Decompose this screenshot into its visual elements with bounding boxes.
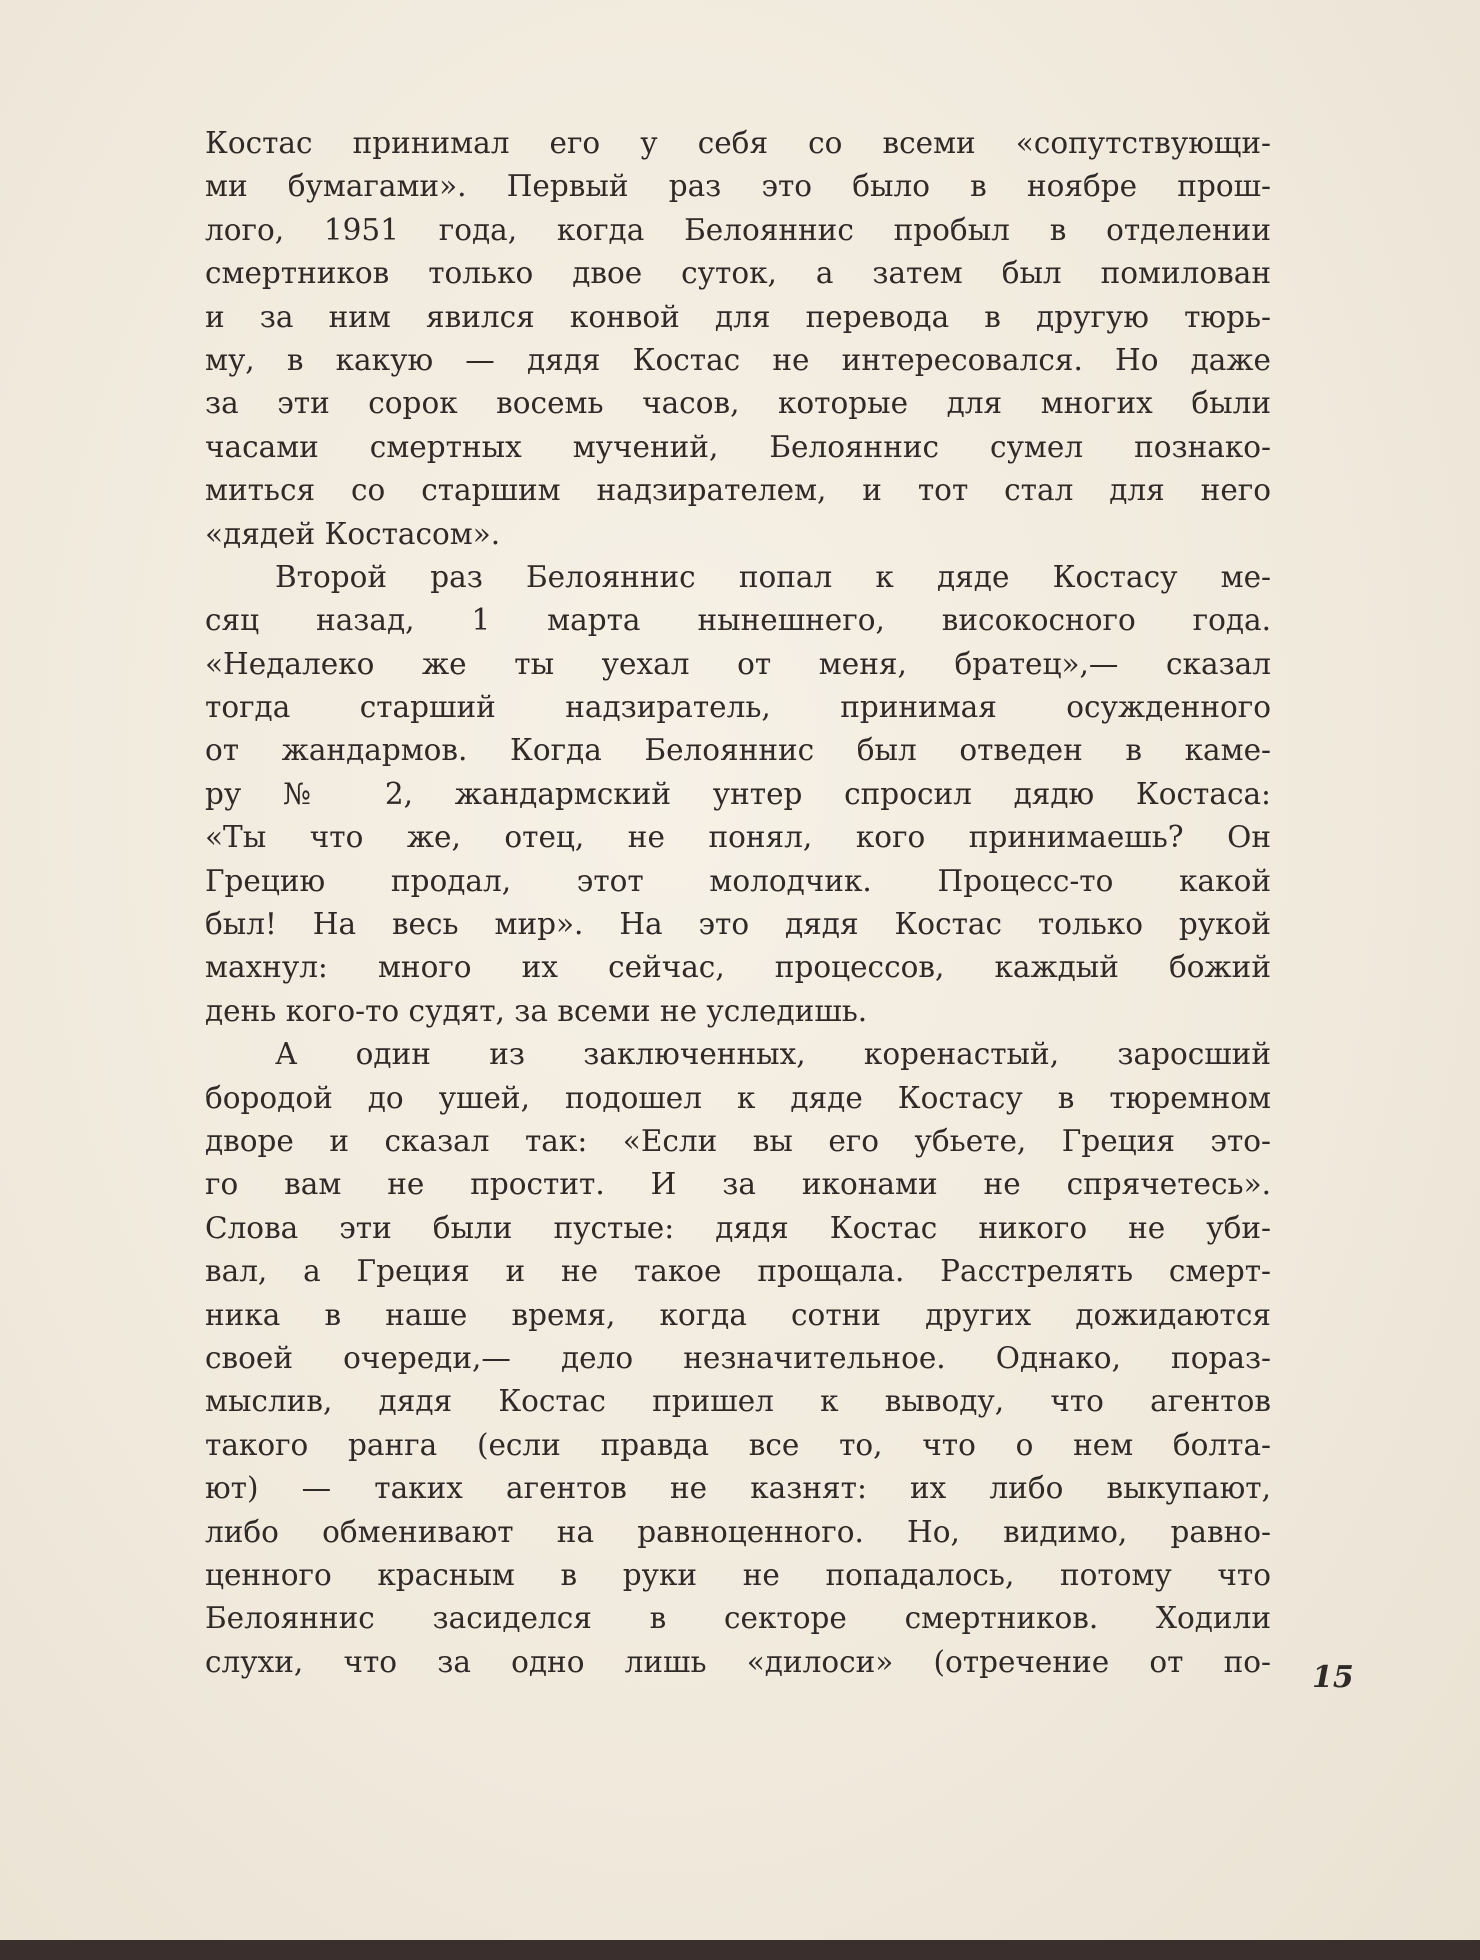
text-line: смертников только двое суток, а затем был помилован [205, 256, 1271, 291]
text-line: му, в какую — дядя Костас не интересовался. Но даже [205, 342, 1271, 377]
text-line: и за ним явился конвой для перевода в другую тюрь- [205, 299, 1271, 334]
text-line: Второй раз Белояннис попал к дяде Костасу ме- [275, 559, 1271, 594]
text-line: вал, а Греция и не такое прощала. Расстрелять смерт- [205, 1254, 1271, 1289]
text-line: от жандармов. Когда Белояннис был отведен в каме- [205, 733, 1271, 768]
text-line: был! На весь мир». На это дядя Костас только рукой [205, 907, 1271, 942]
text-line: дворе и сказал так: «Если вы его убьете, Греция это- [205, 1123, 1271, 1158]
text-line: день кого-то судят, за всеми не уследишь. [205, 993, 868, 1028]
text-line: слухи, что за одно лишь «дилоси» (отречение от по- [205, 1644, 1271, 1679]
text-line: сяц назад, 1 марта нынешнего, високосного года. [205, 603, 1271, 638]
text-line: бородой до ушей, подошел к дяде Костасу в тюремном [205, 1080, 1271, 1115]
text-line: «Недалеко же ты уехал от меня, братец»,— сказал [205, 646, 1271, 681]
page-bottom-edge [0, 1940, 1480, 1960]
text-line: А один из заключенных, коренастый, заросший [275, 1037, 1271, 1072]
text-line: Слова эти были пустые: дядя Костас никого не уби- [205, 1210, 1271, 1245]
text-line: ют) — таких агентов не казнят: их либо выкупают, [205, 1471, 1271, 1506]
text-line: ценного красным в руки не попадалось, потому что [205, 1557, 1271, 1592]
text-line: ми бумагами». Первый раз это было в ноябре прош- [205, 169, 1271, 204]
text-line: го вам не простит. И за иконами не спрячетесь». [205, 1167, 1271, 1202]
text-line: тогда старший надзиратель, принимая осужденного [205, 690, 1271, 725]
text-line: лого, 1951 года, когда Белояннис пробыл в отделении [205, 212, 1271, 247]
body-text [205, 122, 1271, 1684]
text-line: либо обменивают на равноценного. Но, видимо, равно- [205, 1514, 1271, 1549]
text-line: Грецию продал, этот молодчик. Процесс-то какой [205, 863, 1271, 898]
text-line: «Ты что же, отец, не понял, кого принимаешь? Он [205, 820, 1271, 855]
text-line: за эти сорок восемь часов, которые для многих были [205, 386, 1271, 421]
text-line: Костас принимал его у себя со всеми «сопутствующи- [205, 126, 1271, 160]
text-line: Белояннис засиделся в секторе смертников. Ходили [205, 1601, 1271, 1636]
text-line: мыслив, дядя Костас пришел к выводу, что агентов [205, 1384, 1271, 1419]
text-line: часами смертных мучений, Белояннис сумел познако- [205, 429, 1271, 464]
text-line: махнул: много их сейчас, процессов, каждый божий [205, 950, 1271, 985]
text-line: такого ранга (если правда все то, что о нем болта- [205, 1427, 1271, 1462]
text-line: миться со старшим надзирателем, и тот стал для него [205, 473, 1271, 508]
text-line: «дядей Костасом». [205, 516, 501, 551]
text-line: ника в наше время, когда сотни других дожидаются [205, 1297, 1271, 1332]
text-line: ру № 2, жандармский унтер спросил дядю Костаса: [205, 776, 1271, 811]
page-number: 15 [1312, 1660, 1354, 1695]
text-line: своей очереди,— дело незначительное. Однако, пораз- [205, 1340, 1271, 1375]
